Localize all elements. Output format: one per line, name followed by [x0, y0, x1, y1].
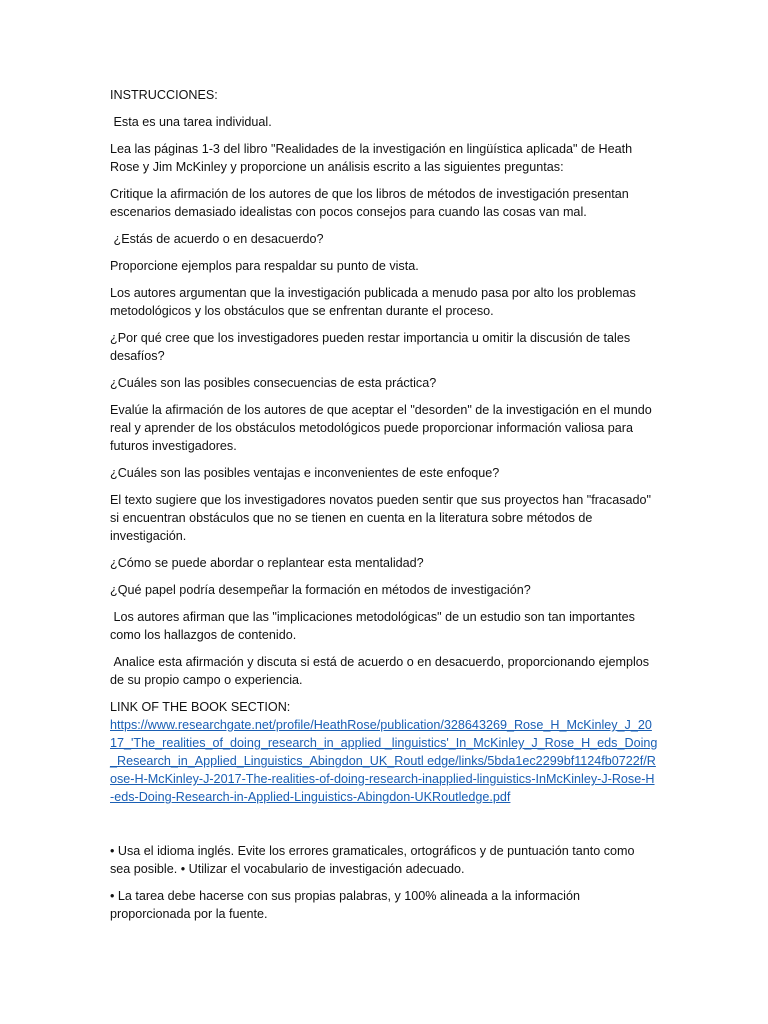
paragraph-methodological-problems: Los autores argumentan que la investigación publicada a menudo pasa por alto los problemas metodológicos y los obstáculos que se enfrentan durante el proceso. — [110, 286, 640, 318]
paragraph-examples: Proporcione ejemplos para respaldar su punto de vista. — [110, 259, 419, 273]
paragraph-novice-researchers: El texto sugiere que los investigadores novatos pueden sentir que sus proyectos han "fracasado" si encuentran obstáculos que no se tienen en cuenta en la literatura sobre métodos de investigación. — [110, 493, 655, 543]
paragraph-mentality-question: ¿Cómo se puede abordar o replantear esta mentalidad? — [110, 556, 424, 570]
paragraph-training-question: ¿Qué papel podría desempeñar la formación en métodos de investigación? — [110, 583, 531, 597]
paragraph-why-question: ¿Por qué cree que los investigadores pueden restar importancia u omitir la discusión de tales desafíos? — [110, 331, 634, 363]
paragraph-methodological-implications: Los autores afirman que las "implicaciones metodológicas" de un estudio son tan importantes como los hallazgos de contenido. — [110, 610, 639, 642]
paragraph-critique: Critique la afirmación de los autores de que los libros de métodos de investigación presentan escenarios demasiado idealistas con pocos consejos para cuando las cosas van mal. — [110, 187, 633, 219]
document-page — [110, 86, 658, 932]
document-heading: INSTRUCCIONES: — [110, 88, 218, 102]
paragraph-reading-instructions: Lea las páginas 1-3 del libro "Realidades de la investigación en lingüística aplicada" de Heath Rose y Jim McKinley y proporcione un análisis escrito a las siguientes preguntas: — [110, 142, 636, 174]
paragraph-advantages-question: ¿Cuáles son las posibles ventajas e inconvenientes de este enfoque? — [110, 466, 500, 480]
paragraph-evaluate-messiness: Evalúe la afirmación de los autores de que aceptar el "desorden" de la investigación en el mundo real y aprender de los obstáculos metodológicos puede proporcionar información valiosa para futuros investigadores. — [110, 403, 656, 453]
bullet-own-words: • La tarea debe hacerse con sus propias palabras, y 100% alineada a la información proporcionada por la fuente. — [110, 889, 584, 921]
spacer — [110, 806, 658, 842]
book-section-link[interactable]: https://www.researchgate.net/profile/HeathRose/publication/328643269_Rose_H_McKinley_J_2017_'The_realities_of_doing_research_in_applied _linguistics'_In_McKinley_J_Rose_H_eds_Doing_Research_in_Applied_Linguistics_Abingdon_UK_Routl edge/links/5bda1ec2299bf1124fb0722f/Rose-H-McKinley-J-2017-The-realities-of-doing-research-inapplied-linguistics-InMcKinley-J-Rose-H-eds-Doing-Research-in-Applied-Linguistics-Abingdon-UKRoutledge.pdf — [110, 718, 658, 804]
paragraph-consequences-question: ¿Cuáles son las posibles consecuencias de esta práctica? — [110, 376, 437, 390]
paragraph-analyze-claim: Analice esta afirmación y discuta si está de acuerdo o en desacuerdo, proporcionando ejemplos de su propio campo o experiencia. — [110, 655, 653, 687]
link-label: LINK OF THE BOOK SECTION: — [110, 700, 291, 714]
paragraph-individual-task: Esta es una tarea individual. — [110, 115, 272, 129]
bullet-language-requirements: • Usa el idioma inglés. Evite los errores gramaticales, ortográficos y de puntuación tanto como sea posible. • Utilizar el vocabulario de investigación adecuado. — [110, 844, 639, 876]
paragraph-agree-question: ¿Estás de acuerdo o en desacuerdo? — [110, 232, 324, 246]
